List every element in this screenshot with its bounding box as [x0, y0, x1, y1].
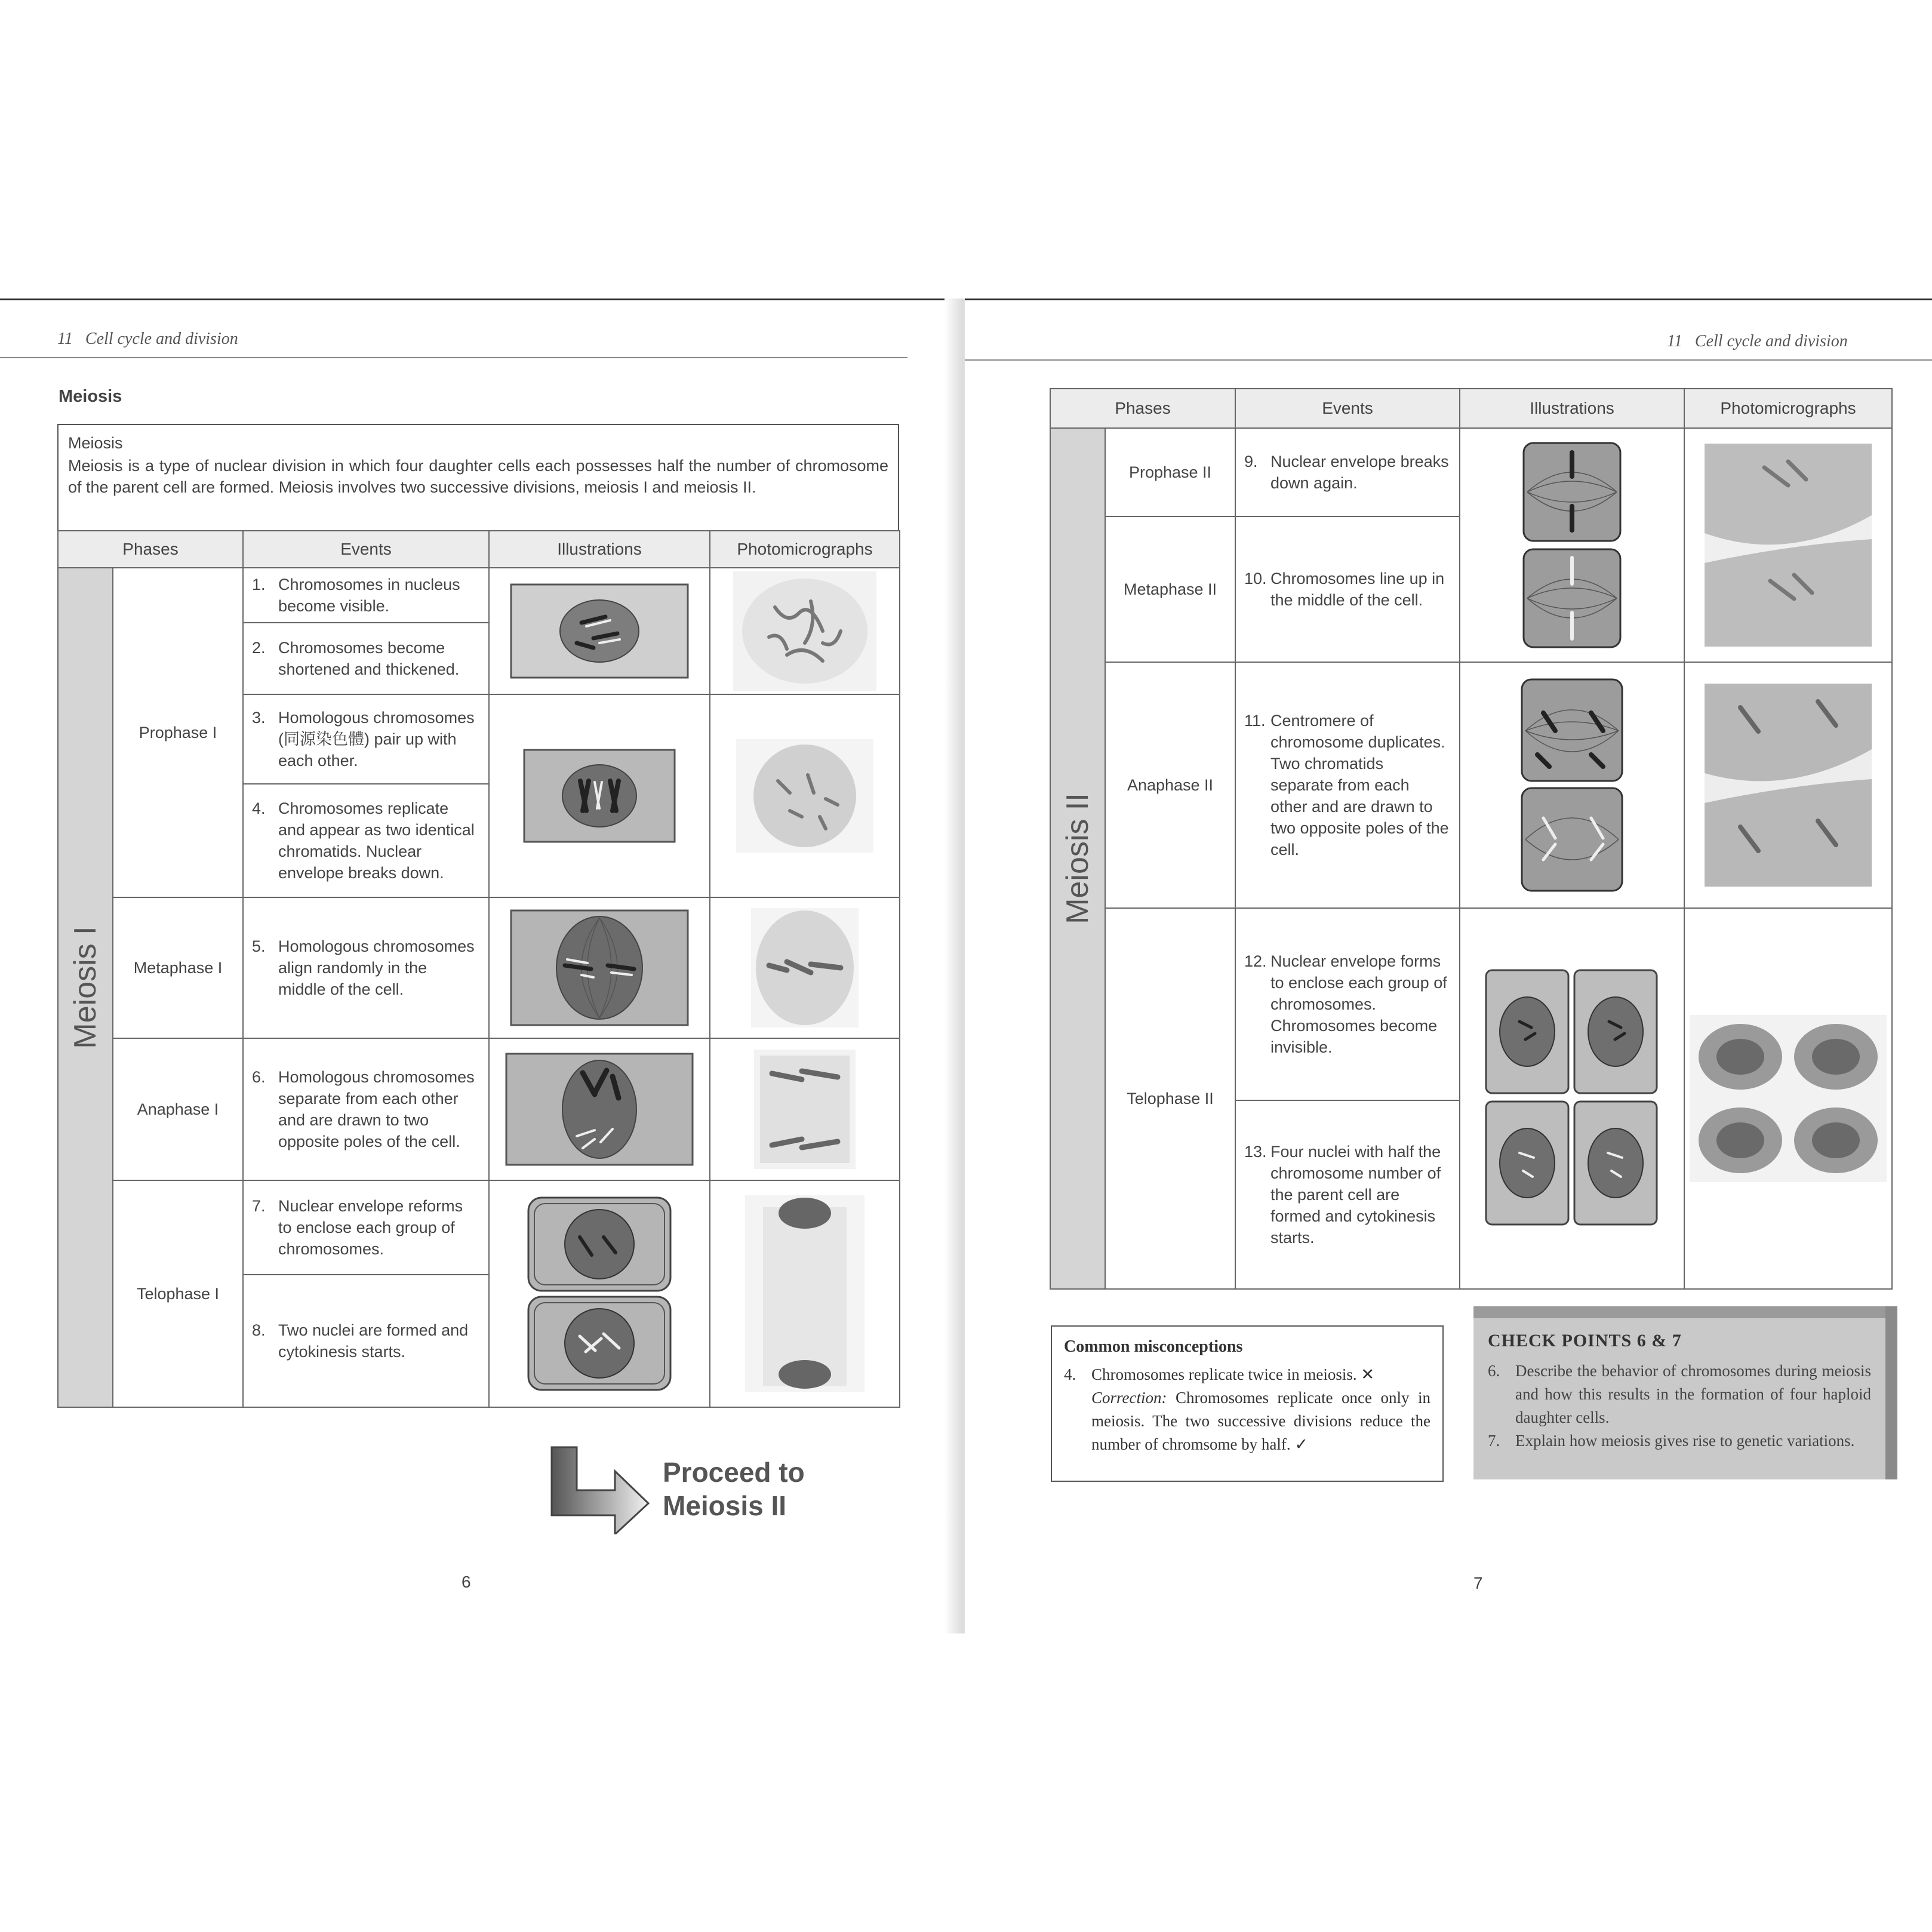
event-1: 1. Chromosomes in nucleus become visible.: [243, 568, 489, 623]
table-row: [1050, 662, 1892, 908]
band-label: Meiosis II: [1060, 793, 1095, 924]
table-row: [1050, 908, 1892, 1100]
event-8: 8. Two nuclei are formed and cytokinesis starts.: [243, 1275, 489, 1407]
header-illustrations: Illustrations: [1460, 389, 1684, 428]
illustration-prophase-early: [489, 568, 710, 694]
illustration-anaphase-2: [1460, 662, 1684, 908]
header-photomicrographs: Photomicrographs: [710, 531, 900, 568]
photomicrograph-prophase-early: [710, 568, 900, 694]
photomicrograph-prophase-metaphase-2: [1684, 428, 1892, 662]
misconception-statement: Chromosomes replicate twice in meiosis.: [1091, 1365, 1357, 1383]
check-mark-icon: ✓: [1294, 1435, 1309, 1453]
proceed-to-meiosis-2[interactable]: [549, 1445, 884, 1534]
running-head: [57, 330, 238, 349]
book-spread: [0, 299, 1932, 1633]
phase-prophase-1: Prophase I: [113, 568, 243, 897]
header-phases: Phases: [58, 531, 243, 568]
table-row: [58, 1180, 900, 1275]
phase-telophase-1: Telophase I: [113, 1180, 243, 1407]
phase-anaphase-2: Anaphase II: [1105, 662, 1235, 908]
event-4: 4. Chromosomes replicate and appear as two identical chromatids. Nuclear envelope breaks down.: [243, 784, 489, 897]
table-row: [1050, 428, 1892, 516]
meiosis-2-table: [1050, 388, 1893, 1290]
chapter-title: Cell cycle and division: [1694, 332, 1848, 350]
checkpoint-box-bevel-top: [1473, 1306, 1885, 1318]
photomicrograph-telophase-2: [1684, 908, 1892, 1289]
photomicrograph-anaphase-2: [1684, 662, 1892, 908]
header-rule: [965, 359, 1932, 361]
chapter-number: 11: [57, 330, 73, 348]
band-label: Meiosis I: [68, 926, 103, 1049]
table-row: [58, 897, 900, 1038]
photomicrograph-metaphase-1: [710, 897, 900, 1038]
table-header-row: [1050, 389, 1892, 428]
definition-term: Meiosis: [68, 434, 123, 452]
illustration-metaphase-1: [489, 897, 710, 1038]
meiosis-2-band: [1050, 428, 1105, 1289]
header-phases: Phases: [1050, 389, 1235, 428]
check-point-question: 6. Describe the behavior of chromosomes during meiosis and how this results in the formation of four haploid daughter cells.: [1488, 1362, 1871, 1426]
phase-telophase-2: Telophase II: [1105, 908, 1235, 1289]
section-title: Meiosis: [59, 387, 122, 406]
arrow-right-icon: [549, 1445, 651, 1534]
definition-box: [57, 424, 899, 531]
illustration-telophase-2: [1460, 908, 1684, 1289]
meiosis-1-table: [57, 530, 900, 1408]
illustration-telophase-1: [489, 1180, 710, 1407]
table-row: [58, 1038, 900, 1180]
photomicrograph-telophase-1: [710, 1180, 900, 1407]
event-6: 6. Homologous chromosomes separate from each other and are drawn to two opposite poles of the cell.: [243, 1038, 489, 1180]
event-7: 7. Nuclear envelope reforms to enclose each group of chromosomes.: [243, 1180, 489, 1275]
event-11: 11. Centromere of chromosome duplicates. Two chromatids separate from each other and are drawn to two opposite poles of the cell.: [1235, 662, 1460, 908]
table-header-row: [58, 531, 900, 568]
phase-metaphase-2: Metaphase II: [1105, 516, 1235, 662]
event-2: 2. Chromosomes become shortened and thickened.: [243, 623, 489, 694]
correction-text: Chromosomes replicate once only in meiosis. The two successive divisions reduce the number of chromsome by half.: [1091, 1389, 1431, 1453]
photomicrograph-anaphase-1: [710, 1038, 900, 1180]
page-top-edge: [0, 299, 967, 300]
definition-text: Meiosis is a type of nuclear division in which four daughter cells each possesses half the number of chromosome of the parent cell are formed. Meiosis involves two successive divisions, meiosis I and meiosis II.: [68, 457, 888, 496]
header-events: Events: [1235, 389, 1460, 428]
illustration-prophase-metaphase-2: [1460, 428, 1684, 662]
event-12: 12. Nuclear envelope forms to enclose each group of chromosomes. Chromosomes become invisible.: [1235, 908, 1460, 1100]
photomicrograph-prophase-late: [710, 694, 900, 897]
proceed-label: Proceed to Meiosis II: [663, 1457, 805, 1521]
event-5: 5. Homologous chromosomes align randomly in the middle of the cell.: [243, 897, 489, 1038]
event-9: 9. Nuclear envelope breaks down again.: [1235, 428, 1460, 516]
chapter-title: Cell cycle and division: [85, 330, 238, 348]
check-point-question: 7. Explain how meiosis gives rise to genetic variations.: [1488, 1432, 1855, 1450]
check-points-box: [1473, 1318, 1885, 1479]
table-row: [58, 568, 900, 623]
phase-anaphase-1: Anaphase I: [113, 1038, 243, 1180]
misconceptions-title: Common misconceptions: [1064, 1337, 1243, 1356]
correction-label: Correction:: [1091, 1389, 1167, 1407]
header-rule: [0, 357, 907, 358]
page-top-edge: [965, 299, 1932, 300]
illustration-prophase-late: [489, 694, 710, 897]
illustration-anaphase-1: [489, 1038, 710, 1180]
event-10: 10. Chromosomes line up in the middle of the cell.: [1235, 516, 1460, 662]
event-3: 3. Homologous chromosomes (同源染色體) pair up with each other.: [243, 694, 489, 784]
phase-prophase-2: Prophase II: [1105, 428, 1235, 516]
checkpoint-box-bevel-side: [1885, 1306, 1897, 1479]
misconception-number: 4.: [1064, 1365, 1076, 1383]
event-13: 13. Four nuclei with half the chromosome number of the parent cell are formed and cytokinesis starts.: [1235, 1100, 1460, 1289]
wrong-mark-icon: ✕: [1361, 1365, 1375, 1383]
meiosis-1-band: [58, 568, 113, 1407]
header-photomicrographs: Photomicrographs: [1684, 389, 1892, 428]
header-illustrations: Illustrations: [489, 531, 710, 568]
left-page: [0, 299, 967, 1633]
check-points-title: CHECK POINTS 6 & 7: [1488, 1331, 1682, 1350]
chapter-number: 11: [1667, 332, 1682, 350]
running-head: [1667, 332, 1848, 351]
misconceptions-box: [1051, 1325, 1444, 1482]
page-number: 6: [462, 1573, 471, 1591]
header-events: Events: [243, 531, 489, 568]
page-number: 7: [1473, 1574, 1483, 1592]
phase-metaphase-1: Metaphase I: [113, 897, 243, 1038]
